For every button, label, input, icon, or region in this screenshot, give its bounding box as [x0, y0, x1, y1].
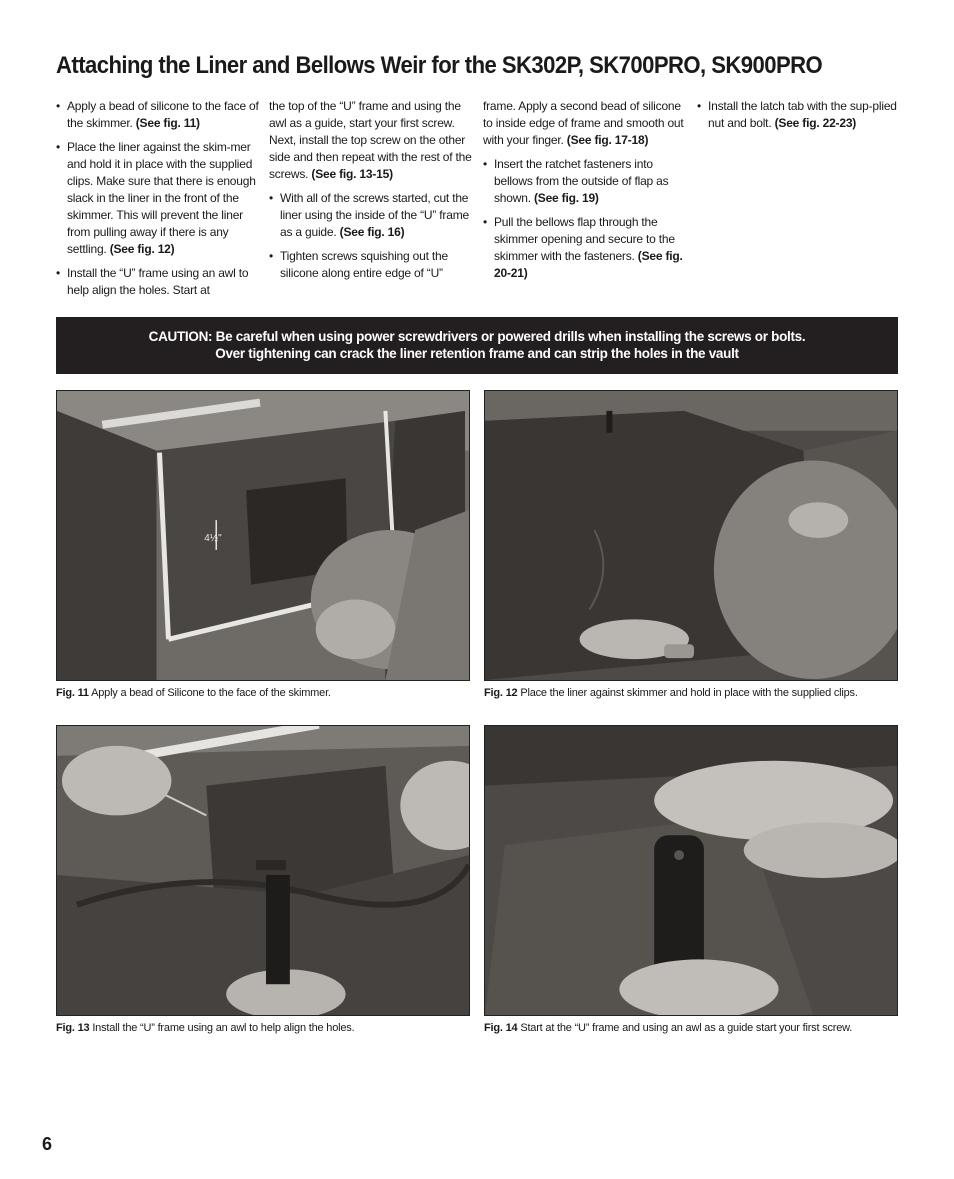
text-column-4	[697, 98, 902, 139]
bullet-text: Apply a bead of silicone to the face of the skimmer.	[67, 99, 259, 130]
text-column-2	[269, 98, 474, 289]
bullet-text: Insert the ratchet fasteners into bellows from the outside of flap as shown.	[494, 157, 669, 205]
instruction-bullet	[56, 98, 261, 132]
bullet-text: Install the “U” frame using an awl to help align the holes. Start at	[67, 266, 249, 297]
figure-label: Fig. 13	[56, 1022, 90, 1034]
caption-text: Start at the “U” frame and using an awl as a guide start your first screw.	[520, 1022, 853, 1034]
bullet-text: With all of the screws started, cut the liner using the inside of the “U” frame as a guide.	[280, 191, 469, 239]
paragraph-text: frame. Apply a second bead of silicone to inside edge of frame and smooth out with your finger.	[483, 99, 684, 147]
caption-text: Place the liner against skimmer and hold in place with the supplied clips.	[520, 687, 858, 699]
instruction-bullet	[56, 139, 261, 258]
continued-text	[269, 98, 474, 183]
caution-line-1: CAUTION: Be careful when using power screwdrivers or powered drills when installing the screws or bolts.	[148, 329, 806, 344]
figure-14-photo	[484, 725, 898, 1016]
caution-banner	[56, 317, 898, 374]
caption-text: Apply a bead of Silicone to the face of the skimmer.	[91, 687, 331, 699]
text-column-3	[483, 98, 688, 289]
figure-label: Fig. 11	[56, 687, 89, 699]
figure-14-caption	[484, 1021, 852, 1035]
figure-11-photo	[56, 390, 470, 681]
figure-reference: (See fig. 19)	[533, 191, 599, 205]
figure-label: Fig. 14	[484, 1022, 518, 1034]
figure-label: Fig. 12	[484, 687, 518, 699]
instruction-bullet	[269, 190, 474, 241]
instruction-bullet	[483, 214, 688, 282]
figure-reference: (See fig. 16)	[339, 225, 405, 239]
instruction-bullet	[697, 98, 902, 132]
text-column-1	[56, 98, 261, 306]
figure-reference: (See fig. 13-15)	[311, 167, 393, 181]
photo-measurement-label: 4½"	[204, 532, 222, 544]
bullet-text: Install the latch tab with the sup-plied nut and bolt.	[708, 99, 897, 130]
figure-13-caption	[56, 1021, 354, 1035]
figure-reference: (See fig. 17-18)	[566, 133, 649, 147]
continued-text	[483, 98, 688, 149]
caution-line-2: Over tightening can crack the liner retention frame and can strip the holes in the vault	[215, 346, 739, 361]
figure-13-photo	[56, 725, 470, 1016]
figure-reference: (See fig. 12)	[109, 242, 175, 256]
figure-reference: (See fig. 22-23)	[774, 116, 857, 130]
instruction-bullet	[269, 248, 474, 282]
figure-12-caption	[484, 686, 858, 700]
bullet-text: Pull the bellows flap through the skimmer opening and secure to the skimmer with the fasteners.	[494, 215, 675, 263]
bullet-text: Tighten screws squishing out the silicone along entire edge of “U”	[280, 249, 448, 280]
page-number: 6	[42, 1134, 53, 1154]
instruction-bullet	[483, 156, 688, 207]
instruction-bullet	[56, 265, 261, 299]
figure-12-photo	[484, 390, 898, 681]
bullet-text: Place the liner against the skim-mer and hold it in place with the supplied clips. Make sure that there is enough slack in the liner in the front of the skimmer. This will prevent the liner from pulling away if there is any settling.	[67, 140, 256, 256]
figure-11-caption	[56, 686, 331, 700]
caption-text: Install the “U” frame using an awl to help align the holes.	[92, 1022, 355, 1034]
page-title: Attaching the Liner and Bellows Weir for the SK302P, SK700PRO, SK900PRO	[56, 52, 823, 79]
figure-reference: (See fig. 20-21)	[494, 249, 683, 280]
paragraph-text: the top of the “U” frame and using the awl as a guide, start your first screw. Next, install the top screw on the other side and then repeat with the rest of the screws.	[269, 99, 472, 181]
figure-reference: (See fig. 11)	[135, 116, 200, 130]
